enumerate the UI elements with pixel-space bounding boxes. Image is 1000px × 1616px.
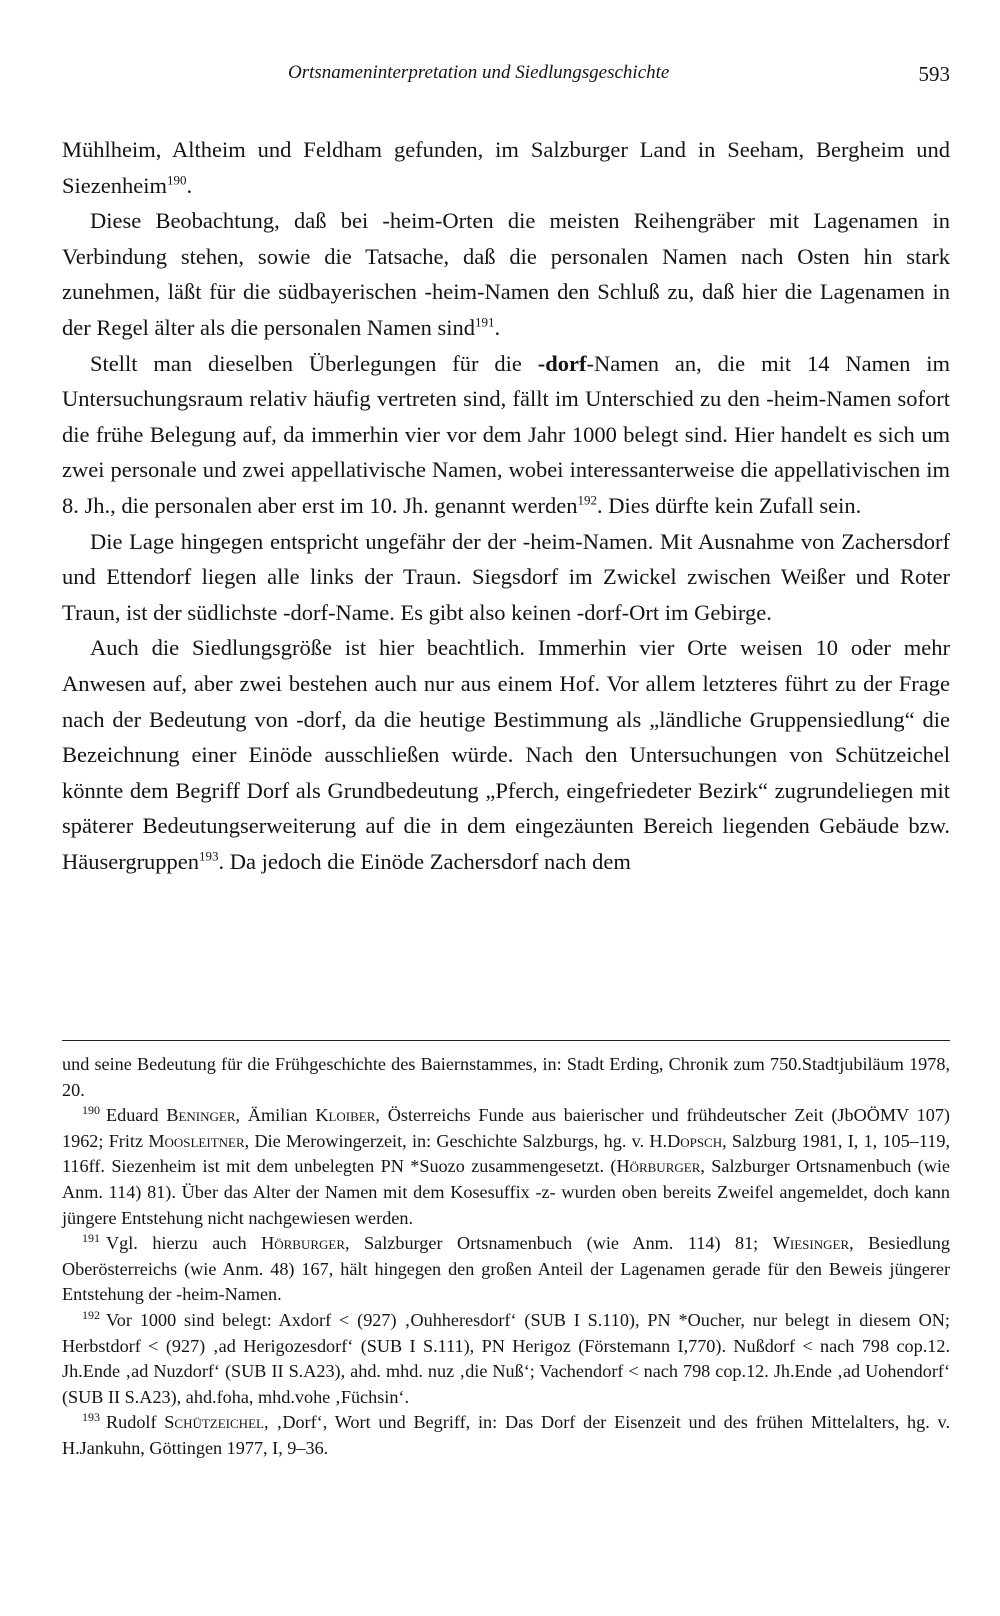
author-name: Dopsch [667, 1130, 723, 1151]
footnote-192 [62, 1308, 950, 1410]
footnote-ref: 192 [577, 492, 597, 508]
paragraph [62, 132, 950, 203]
footnote-number: 193 [82, 1410, 100, 1425]
paragraph [62, 630, 950, 879]
footnote-text: Eduard [106, 1105, 167, 1126]
paragraph-text: . [494, 314, 501, 340]
footnotes [62, 1052, 950, 1462]
footnote-divider [62, 1040, 950, 1041]
paragraph-text: Mühlheim, Altheim und Feldham gefunden, im Salzburger Land in Seeham, Bergheim und Siezenheim [62, 137, 950, 198]
paragraph [62, 346, 950, 524]
footnote-text: , Salzburger Ortsnamenbuch (wie Anm. 114) 81; [345, 1233, 773, 1254]
footnote-text: Vor 1000 sind belegt: Axdorf < (927) ‚Ouhheresdorf‘ (SUB I S.110), PN *Oucher, nur belegt in diesem ON; Herbstdorf < (927) ‚ad Herigozesdorf‘ (SUB I S.111), PN Herigoz (Förstemann I,770). Nußdorf < nach 798 cop.12. Jh.Ende ‚ad Nuzdorf‘ (SUB II S.A23), ahd. mhd. nuz ‚die Nuß‘; Vachendorf < nach 798 cop.12. Jh.Ende ‚ad Uohendorf‘ (SUB II S.A23), ahd.foha, mhd.vohe ‚Füchsin‘. [62, 1309, 950, 1407]
footnote-number: 190 [82, 1103, 100, 1118]
footnote-ref: 190 [166, 172, 187, 188]
running-title: Ortsnameninterpretation und Siedlungsgeschichte [288, 62, 670, 83]
paragraph-text: -Namen an, die mit 14 Namen im Untersuchungsraum relativ häufig vertreten sind, fällt im Unterschied zu den -heim-Namen sofort die frühe Belegung auf, da immerhin vier vor dem Jahr 1000 belegt sind. Hier handelt es sich um zwei personale und zwei appellativische Namen, wobei interessanterweise die appellativischen im 8. Jh., die personalen aber erst im 10. Jh. genannt werden [62, 350, 950, 518]
footnote-ref: 191 [474, 314, 495, 330]
running-head [62, 62, 950, 98]
paragraph-text: Diese Beobachtung, daß bei -heim-Orten die meisten Reihengräber mit Lagenamen in Verbindung stehen, sowie die Tatsache, daß die personalen Namen nach Osten hin stark zunehmen, läßt für die südbayerischen -heim-Namen den Schluß zu, daß hier die Lagenamen in der Regel älter als die personalen Namen sind [62, 208, 950, 340]
footnote-190 [62, 1103, 950, 1231]
author-name: Hörburger [261, 1233, 346, 1254]
main-text [62, 132, 950, 879]
footnote-text: , Österreichs Funde aus baierischer und frühdeutscher Zeit (JbOÖMV 107) 1962; Fritz [62, 1105, 950, 1151]
paragraph-text: . Da jedoch die Einöde Zachersdorf nach dem [218, 848, 631, 874]
emphasis: -dorf [537, 350, 587, 376]
footnote-continuation: und seine Bedeutung für die Frühgeschichte des Baiernstammes, in: Stadt Erding, Chronik zum 750.Stadtjubiläum 1978, 20. [62, 1054, 950, 1100]
author-name: Beninger [166, 1105, 236, 1126]
footnote-ref: 193 [199, 848, 219, 864]
author-name: Hörburger [616, 1156, 701, 1177]
footnote-text: Rudolf [106, 1412, 165, 1433]
author-name: Kloiber [315, 1105, 376, 1126]
footnote-193 [62, 1410, 950, 1461]
footnote-number: 192 [82, 1307, 100, 1322]
paragraph-text: Auch die Siedlungsgröße ist hier beachtlich. Immerhin vier Orte weisen 10 oder mehr Anwesen auf, aber zwei bestehen auch nur aus einem Hof. Vor allem letzteres führt zu der Frage nach der Bedeutung von -dorf, da die heutige Bestimmung als „ländliche Gruppensiedlung“ die Bezeichnung einer Einöde ausschließen würde. Nach den Untersuchungen von Schützeichel könnte dem Begriff Dorf als Grundbedeutung „Pferch, eingefriedeter Bezirk“ zugrundeliegen mit späterer Bedeutungserweiterung auf die in dem eingezäunten Bereich liegenden Gebäude bzw. Häusergruppen [62, 635, 950, 874]
footnote-text: , ‚Dorf‘, Wort und Begriff, in: Das Dorf der Eisenzeit und des frühen Mittelalters, hg. v. H.Jankuhn, Göttingen 1977, I, 9–36. [62, 1412, 950, 1458]
paragraph [62, 524, 950, 631]
paragraph-text: Die Lage hingegen entspricht ungefähr der der -heim-Namen. Mit Ausnahme von Zachersdorf und Ettendorf liegen alle links der Traun. Siegsdorf im Zwickel zwischen Weißer und Roter Traun, ist der südlichste -dorf-Name. Es gibt also keinen -dorf-Ort im Gebirge. [62, 528, 950, 625]
paragraph [62, 203, 950, 345]
author-name: Wiesinger [772, 1233, 850, 1254]
author-name: Schützeichel [164, 1412, 264, 1433]
author-name: Moosleitner [148, 1130, 245, 1151]
footnote-191 [62, 1231, 950, 1308]
paragraph-text: . Dies dürfte kein Zufall sein. [596, 492, 862, 518]
footnote-text: , Besiedlung Oberösterreichs (wie Anm. 48) 167, hält hingegen den großen Anteil der Lagenamen gerade für den Beweis jüngerer Entstehung der -heim-Namen. [62, 1233, 950, 1305]
footnote-number: 191 [82, 1231, 100, 1246]
footnote-text: Vgl. hierzu auch [106, 1233, 262, 1254]
footnote-text: , Die Merowingerzeit, in: Geschichte Salzburgs, hg. v. H. [244, 1130, 668, 1151]
paragraph-text: Stellt man dieselben Überlegungen für die [90, 350, 538, 376]
paragraph-text: . [186, 172, 193, 198]
footnote-text: , Salzburger Ortsnamenbuch (wie Anm. 114) 81). Über das Alter der Namen mit dem Kosesuffix -z- wurden oben bereits Zweifel angemeldet, doch kann jüngere Entstehung nicht nachgewiesen werden. [62, 1156, 950, 1228]
footnote-text: , Ämilian [235, 1105, 316, 1126]
footnote-text: , Salzburg 1981, I, 1, 105–119, 116ff. Siezenheim ist mit dem unbelegten PN *Suozo zusammengesetzt. ( [62, 1130, 950, 1177]
page-number: 593 [918, 62, 950, 86]
